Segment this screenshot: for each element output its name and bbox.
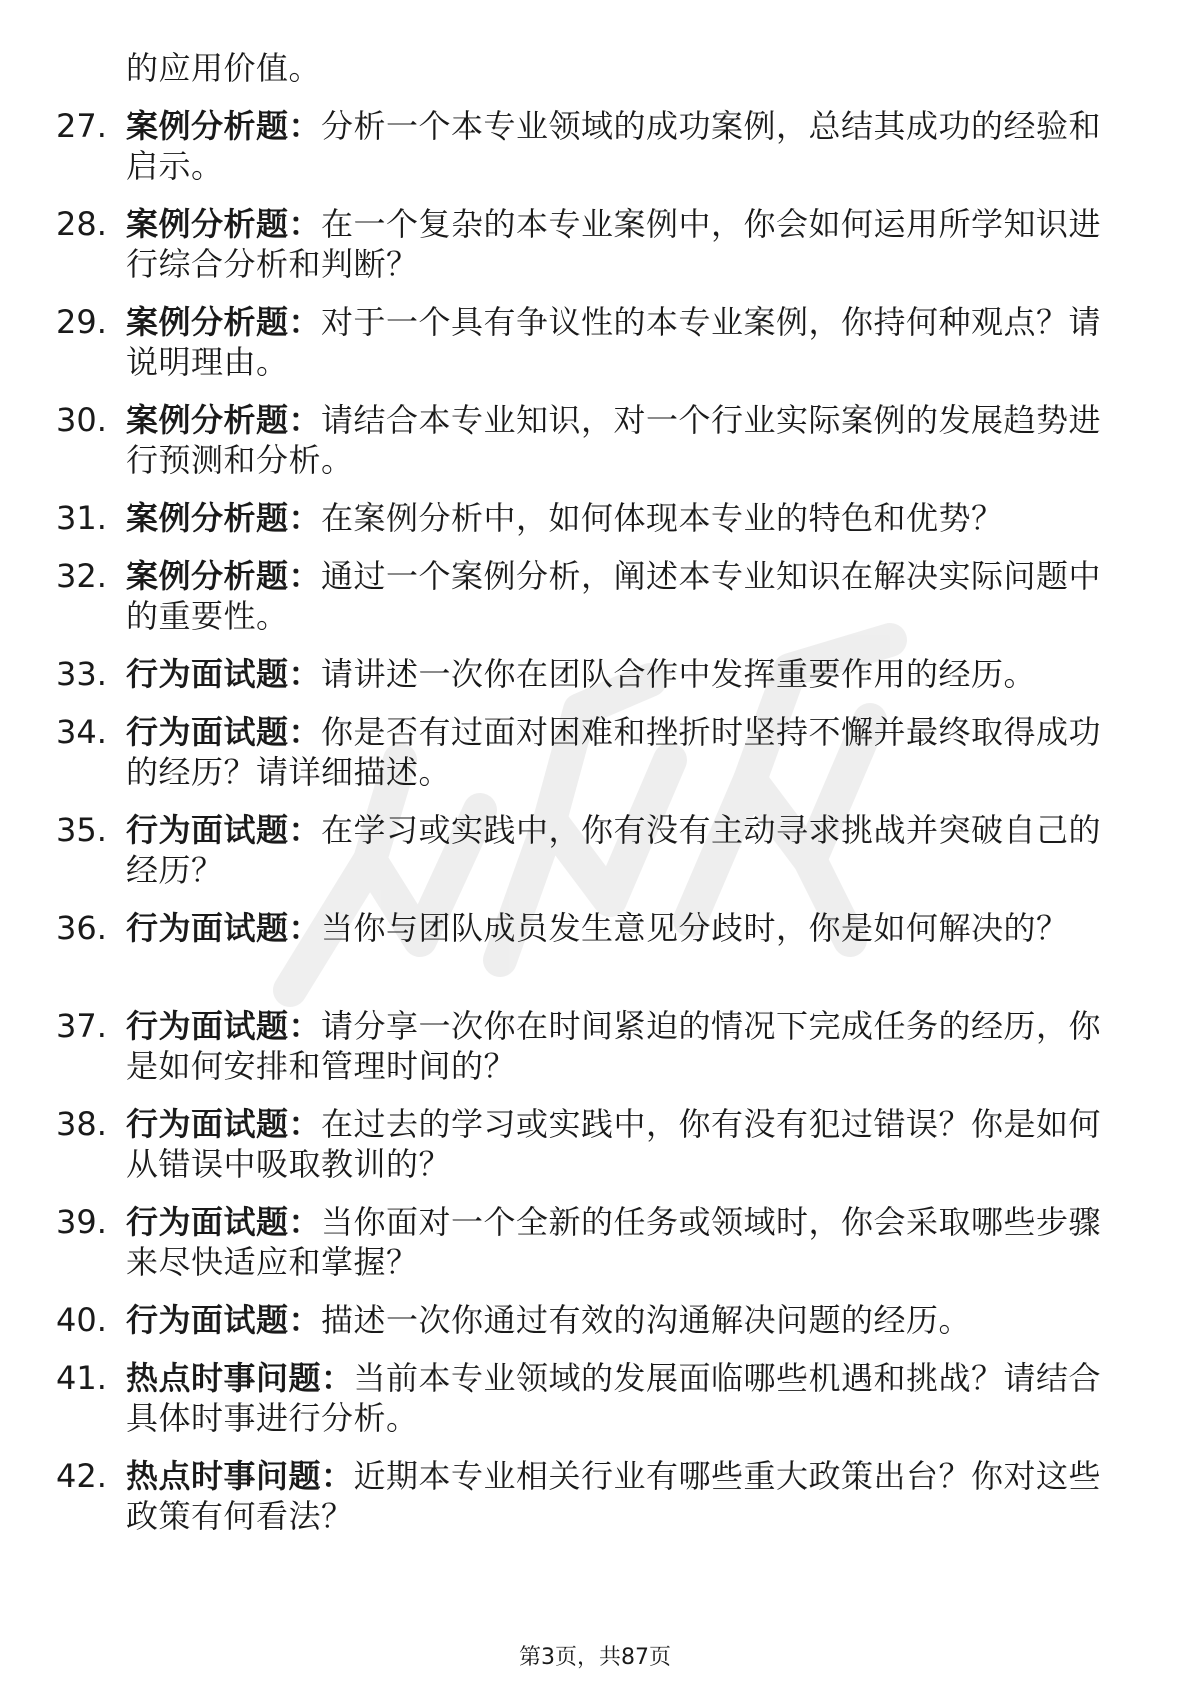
item-category: 案例分析题： xyxy=(126,557,322,595)
item-category: 案例分析题： xyxy=(126,303,322,341)
item-body: 当你与团队成员发生意见分歧时，你是如何解决的？ xyxy=(321,909,1069,947)
item-text xyxy=(126,400,1126,480)
item-number: 37. xyxy=(56,1007,107,1045)
item-body: 在案例分析中，如何体现本专业的特色和优势？ xyxy=(321,499,1004,537)
item-body: 请结合本专业知识，对一个行业实际案例的发展趋势进行预测和分析。 xyxy=(126,401,1102,479)
item-number: 40. xyxy=(56,1301,107,1339)
item-number: 30. xyxy=(56,401,107,439)
item-text xyxy=(126,1202,1126,1282)
item-text xyxy=(126,1358,1126,1438)
item-number: 41. xyxy=(56,1359,107,1397)
item-body: 请分享一次你在时间紧迫的情况下完成任务的经历，你是如何安排和管理时间的？ xyxy=(126,1007,1102,1085)
item-number: 35. xyxy=(56,811,107,849)
item-category: 行为面试题： xyxy=(126,811,322,849)
item-number: 33. xyxy=(56,655,107,693)
item-number: 31. xyxy=(56,499,107,537)
item-number: 42. xyxy=(56,1457,107,1495)
item-text xyxy=(126,1104,1126,1184)
item-category: 行为面试题： xyxy=(126,1007,322,1045)
item-text xyxy=(126,556,1126,636)
item-body: 在学习或实践中，你有没有主动寻求挑战并突破自己的经历？ xyxy=(126,811,1102,889)
item-text xyxy=(126,1300,1126,1340)
item-body: 请讲述一次你在团队合作中发挥重要作用的经历。 xyxy=(321,655,1037,693)
item-category: 行为面试题： xyxy=(126,713,322,751)
item-number: 27. xyxy=(56,107,107,145)
item-category: 行为面试题： xyxy=(126,655,322,693)
item-category: 行为面试题： xyxy=(126,1105,322,1143)
item-text xyxy=(126,302,1126,382)
item-text xyxy=(126,654,1126,694)
item-body: 近期本专业相关行业有哪些重大政策出台？你对这些政策有何看法？ xyxy=(126,1457,1102,1535)
item-category: 行为面试题： xyxy=(126,1203,322,1241)
page-footer: 第3页，共87页 xyxy=(519,1645,671,1670)
item-number: 36. xyxy=(56,909,107,947)
item-category: 案例分析题： xyxy=(126,401,322,439)
item-body: 在一个复杂的本专业案例中，你会如何运用所学知识进行综合分析和判断？ xyxy=(126,205,1102,283)
item-text xyxy=(126,1006,1126,1086)
item-category: 热点时事问题： xyxy=(126,1457,354,1495)
item-body: 在过去的学习或实践中，你有没有犯过错误？你是如何从错误中吸取教训的？ xyxy=(126,1105,1102,1183)
item-number: 32. xyxy=(56,557,107,595)
item-text xyxy=(126,1456,1126,1536)
item-number: 28. xyxy=(56,205,107,243)
item-body: 你是否有过面对困难和挫折时坚持不懈并最终取得成功的经历？请详细描述。 xyxy=(126,713,1102,791)
item-category: 案例分析题： xyxy=(126,499,322,537)
item-number: 38. xyxy=(56,1105,107,1143)
item-text xyxy=(126,498,1126,538)
continuation-text: 的应用价值。 xyxy=(126,49,322,87)
item-body: 分析一个本专业领域的成功案例，总结其成功的经验和启示。 xyxy=(126,107,1102,185)
item-body: 通过一个案例分析，阐述本专业知识在解决实际问题中的重要性。 xyxy=(126,557,1102,635)
item-number: 29. xyxy=(56,303,107,341)
item-text xyxy=(126,106,1126,186)
item-body: 当你面对一个全新的任务或领域时，你会采取哪些步骤来尽快适应和掌握？ xyxy=(126,1203,1102,1281)
item-body: 描述一次你通过有效的沟通解决问题的经历。 xyxy=(321,1301,972,1339)
item-body: 当前本专业领域的发展面临哪些机遇和挑战？请结合具体时事进行分析。 xyxy=(126,1359,1102,1437)
item-category: 案例分析题： xyxy=(126,107,322,145)
item-text xyxy=(126,908,1126,948)
item-number: 34. xyxy=(56,713,107,751)
item-category: 行为面试题： xyxy=(126,909,322,947)
item-category: 行为面试题： xyxy=(126,1301,322,1339)
item-body: 对于一个具有争议性的本专业案例，你持何种观点？请说明理由。 xyxy=(126,303,1102,381)
item-category: 案例分析题： xyxy=(126,205,322,243)
item-text xyxy=(126,712,1126,792)
item-text xyxy=(126,204,1126,284)
item-number: 39. xyxy=(56,1203,107,1241)
item-text xyxy=(126,810,1126,890)
item-category: 热点时事问题： xyxy=(126,1359,354,1397)
